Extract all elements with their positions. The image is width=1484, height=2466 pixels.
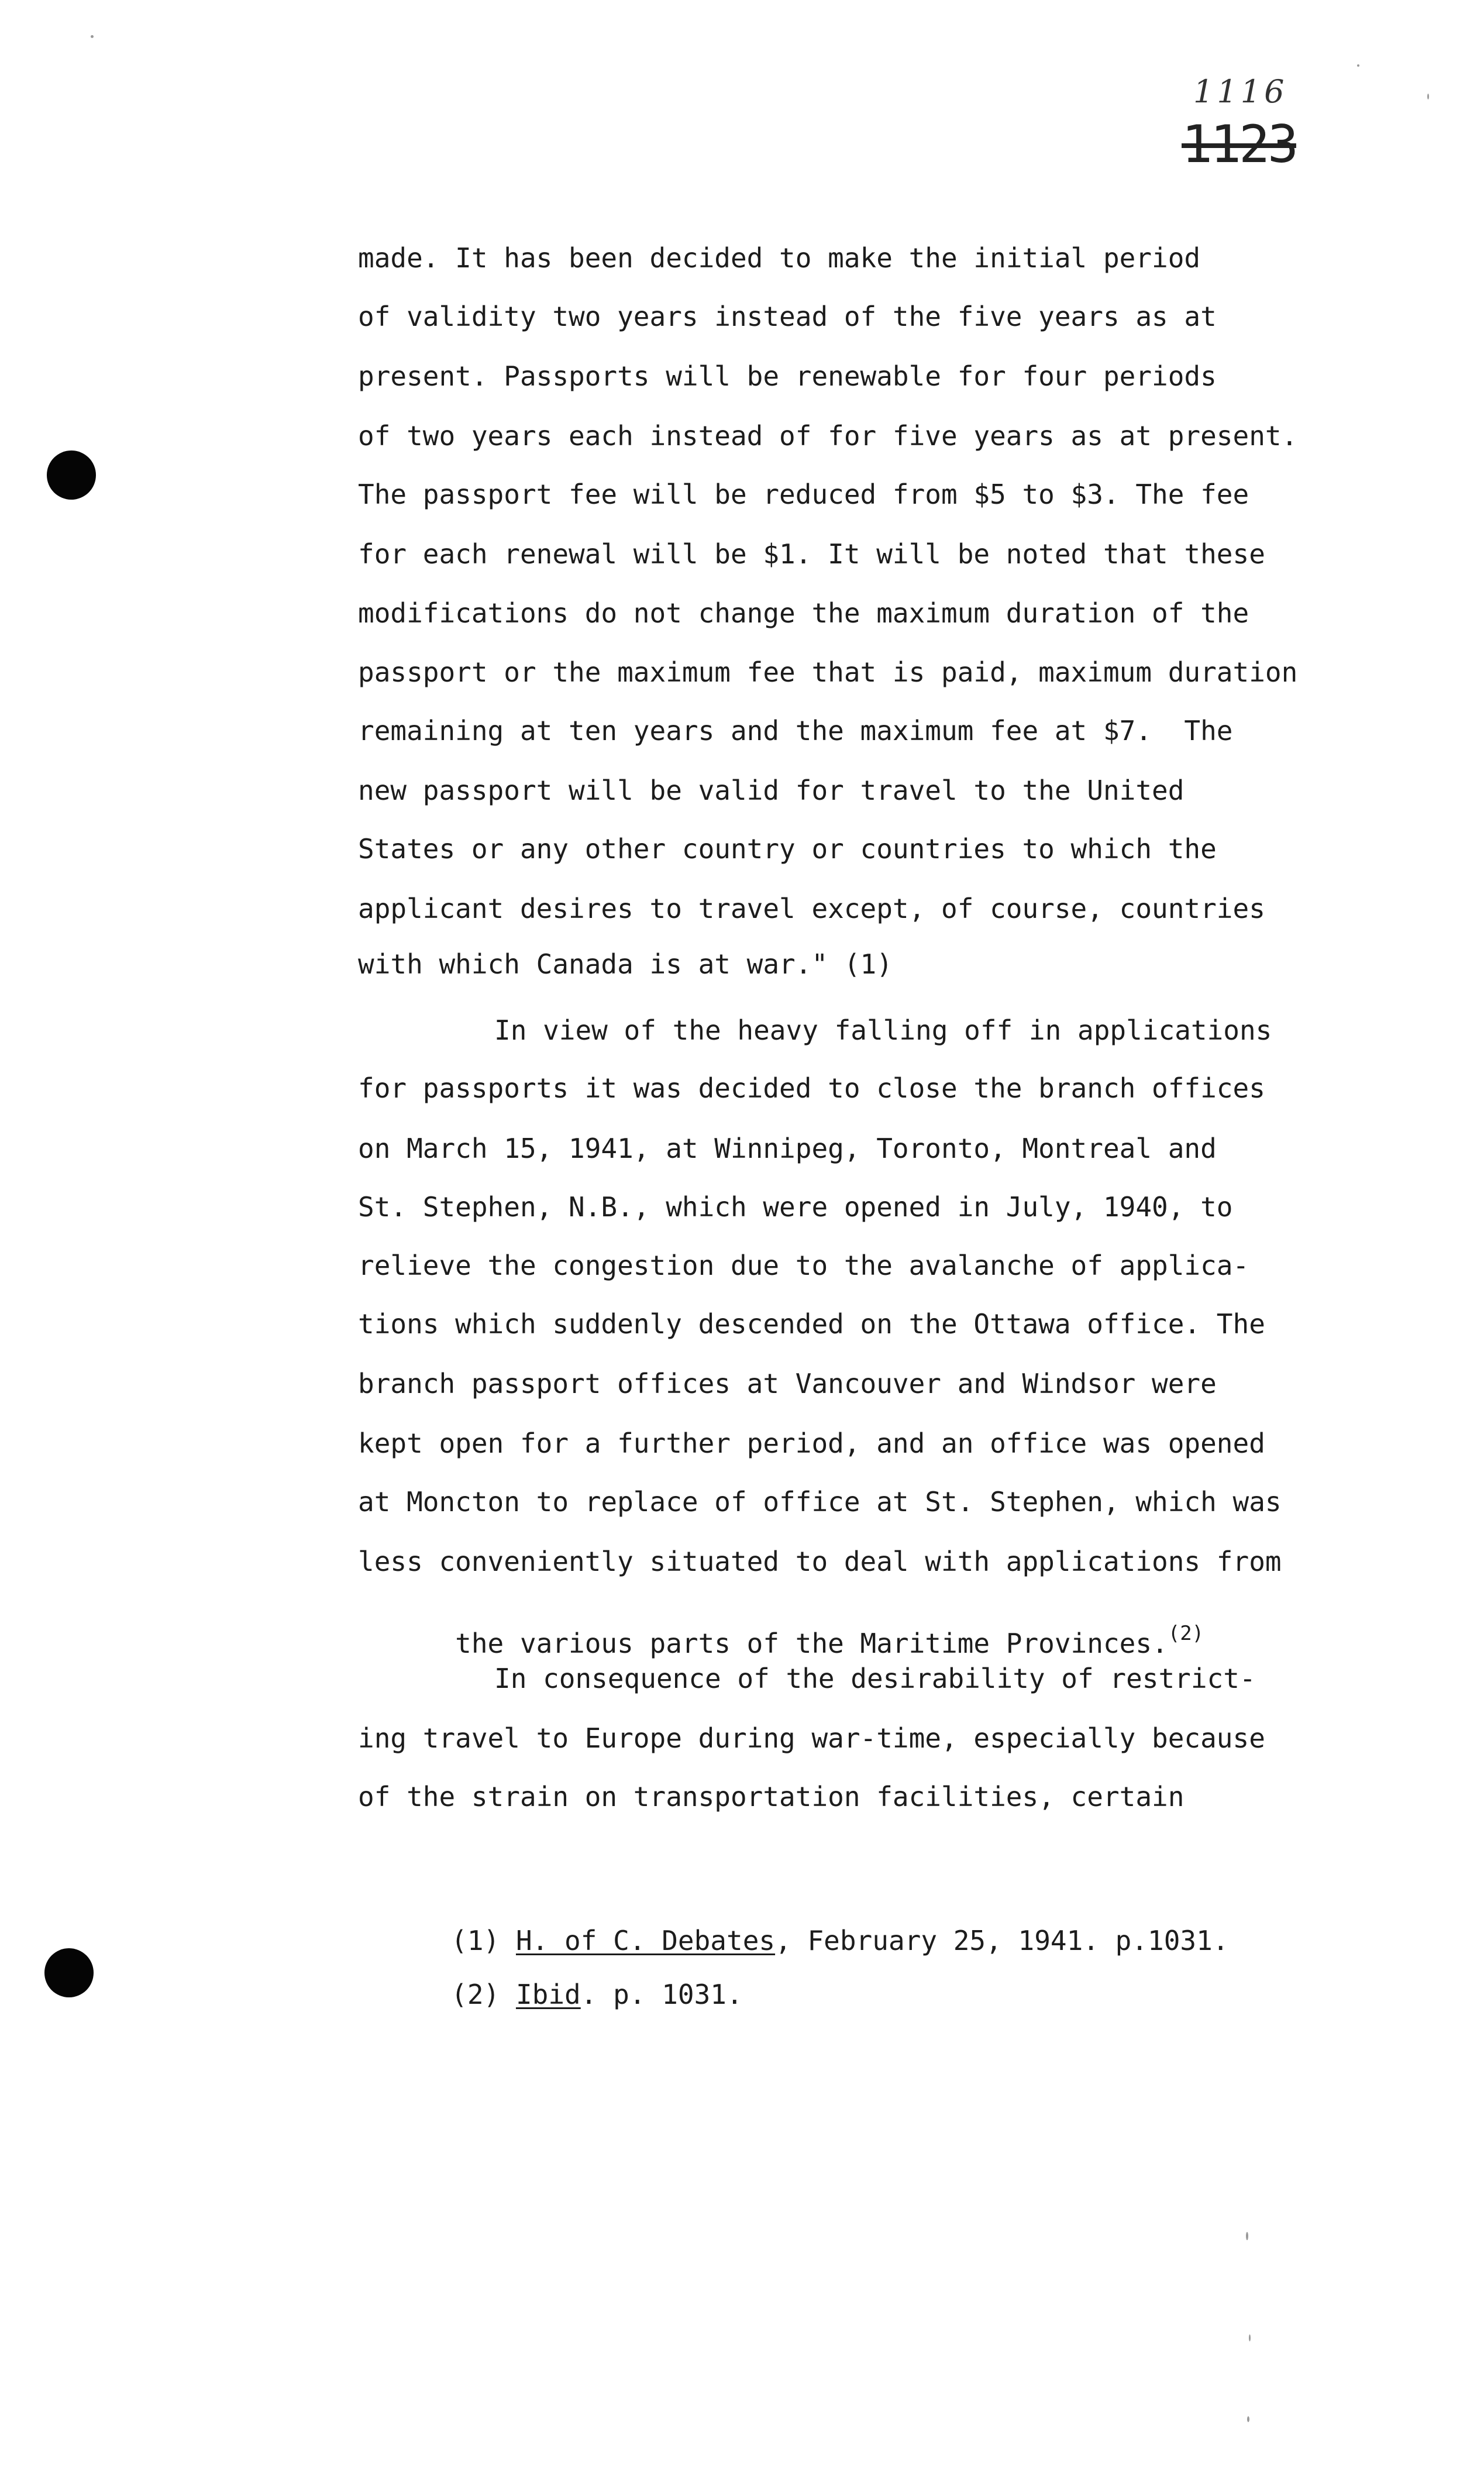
footnote-marker: (2) <box>451 1979 500 2010</box>
text-line: at Moncton to replace of office at St. Stephen, which was <box>358 1486 1282 1518</box>
text-line: modifications do not change the maximum duration of the <box>358 597 1249 629</box>
footnote-source: Ibid <box>515 1979 581 2010</box>
punch-hole-bottom <box>44 1948 94 1997</box>
text-line: branch passport offices at Vancouver and Windsor were <box>358 1368 1217 1399</box>
paragraph-start-line: In view of the heavy falling off in applications <box>494 1014 1272 1046</box>
text-line: of two years each instead of for five years as at present. <box>358 420 1298 452</box>
footnote-reference: (2) <box>1168 1622 1204 1645</box>
punch-hole-top <box>47 450 96 500</box>
text-line: for passports it was decided to close the branch offices <box>358 1072 1265 1104</box>
footnote-2 <box>354 1954 743 2035</box>
scan-speck <box>1427 94 1429 99</box>
text-line: ing travel to Europe during war-time, especially because <box>358 1722 1265 1754</box>
text-line: less conveniently situated to deal with applications from <box>358 1546 1282 1577</box>
scan-speck <box>91 35 94 38</box>
text-line: tions which suddenly descended on the Ottawa office. The <box>358 1308 1265 1340</box>
footnote-text: . p. 1031. <box>580 1979 743 2010</box>
text-line: kept open for a further period, and an office was opened <box>358 1428 1265 1459</box>
footnote-source: H. of C. Debates <box>515 1925 776 1956</box>
text-line: made. It has been decided to make the initial period <box>358 242 1201 274</box>
text-line: passport or the maximum fee that is paid, maximum duration <box>358 656 1298 688</box>
text-line: remaining at ten years and the maximum fee at $7. The <box>358 715 1233 747</box>
text-line: new passport will be valid for travel to the United <box>358 775 1185 806</box>
footnote-text: , February 25, 1941. p.1031. <box>775 1925 1229 1956</box>
text-line-content: the various parts of the Maritime Provinces. <box>455 1628 1168 1659</box>
scan-speck <box>1357 64 1359 67</box>
text-line: of validity two years instead of the five years as at <box>358 301 1217 332</box>
footnote-marker: (1) <box>451 1925 500 1956</box>
text-line: applicant desires to travel except, of course, countries <box>358 893 1265 924</box>
page-number-struck: 1123 <box>1182 114 1296 174</box>
page-number <box>1182 73 1296 174</box>
text-line: relieve the congestion due to the avalanche of applica- <box>358 1250 1249 1281</box>
text-line: for each renewal will be $1. It will be noted that these <box>358 538 1265 570</box>
text-line: on March 15, 1941, at Winnipeg, Toronto, Montreal and <box>358 1133 1217 1164</box>
scan-speck <box>1246 2232 1248 2240</box>
text-line: of the strain on transportation facilities, certain <box>358 1781 1185 1812</box>
text-line: present. Passports will be renewable for four periods <box>358 360 1217 392</box>
text-line: with which Canada is at war." (1) <box>358 948 893 980</box>
scan-speck <box>1247 2416 1249 2422</box>
text-line: St. Stephen, N.B., which were opened in July, 1940, to <box>358 1191 1233 1223</box>
page-number-handwritten: 1116 <box>1193 73 1288 110</box>
scan-speck <box>1249 2334 1251 2341</box>
text-line: States or any other country or countries to which the <box>358 833 1217 865</box>
text-line: The passport fee will be reduced from $5 to $3. The fee <box>358 479 1249 510</box>
paragraph-start-line: In consequence of the desirability of restrict- <box>494 1663 1256 1694</box>
